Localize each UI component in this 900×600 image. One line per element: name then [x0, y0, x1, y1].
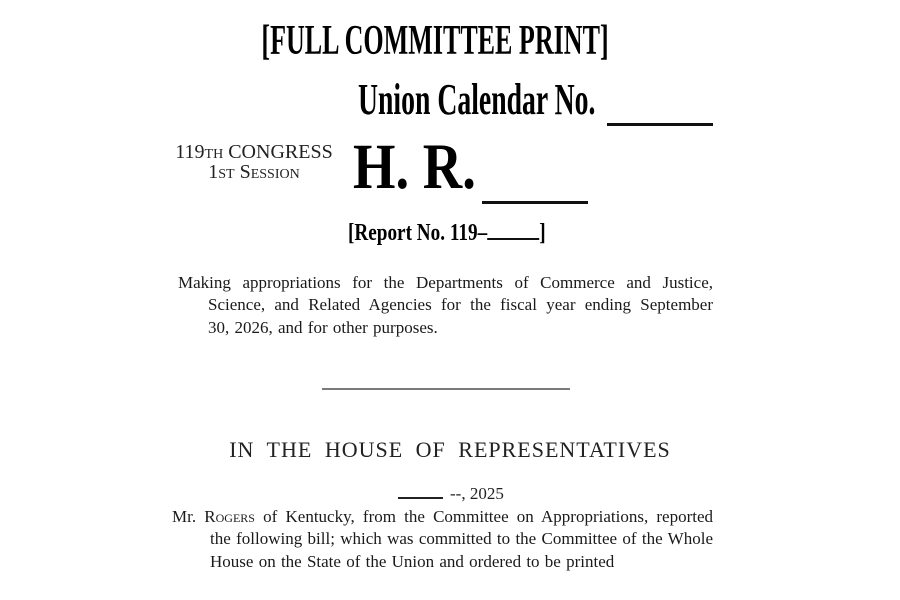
report-close-bracket: ] — [539, 220, 546, 246]
date-text: --, 2025 — [450, 484, 504, 504]
sponsor-honorific: Mr. — [172, 507, 197, 526]
date-line — [398, 482, 504, 505]
section-divider — [322, 388, 570, 390]
report-number-line — [348, 214, 546, 245]
summary-line: 30, 2026, and for other purposes. — [208, 317, 438, 337]
report-prefix: [Report No. 119– — [348, 220, 488, 246]
committee-print-text: [FULL COMMITTEE PRINT] — [261, 18, 609, 64]
committee-print-heading — [155, 20, 715, 62]
sponsor-name: Rogers — [204, 507, 255, 526]
bill-number-heading — [353, 131, 499, 203]
sponsor-line-rest: of Kentucky, from the Committee on Appropriations, reported — [263, 507, 714, 526]
union-calendar-line — [358, 75, 735, 124]
sponsor-line: House on the State of the Union and ordered to be printed — [210, 551, 615, 571]
summary-line: Making appropriations for the Departments of Commerce and Justice, — [178, 273, 713, 292]
sponsor-paragraph — [172, 506, 713, 573]
union-calendar-blank — [607, 123, 713, 126]
date-blank — [398, 482, 443, 499]
session-line — [170, 162, 338, 182]
sponsor-line — [172, 506, 713, 528]
congress-number: 119 — [175, 141, 205, 163]
congress-session-block — [170, 142, 338, 182]
house-heading: IN THE HOUSE OF REPRESENTATIVES — [229, 437, 671, 462]
bill-summary-paragraph — [178, 272, 713, 339]
report-number-blank — [487, 214, 539, 240]
congress-line — [170, 142, 338, 162]
congress-word: CONGRESS — [228, 141, 333, 163]
bill-number-blank — [482, 201, 588, 204]
hr-label: H. R. — [353, 131, 476, 203]
session-ordinal-suffix: st — [218, 161, 235, 183]
summary-line: Science, and Related Agencies for the fiscal year ending September — [208, 295, 713, 315]
union-calendar-label: Union Calendar No. — [358, 75, 596, 124]
sponsor-line: the following bill; which was committed to the Committee of the Whole — [210, 529, 713, 549]
session-number: 1 — [208, 161, 219, 183]
session-word: Session — [239, 161, 300, 183]
congress-ordinal-suffix: th — [204, 141, 224, 163]
